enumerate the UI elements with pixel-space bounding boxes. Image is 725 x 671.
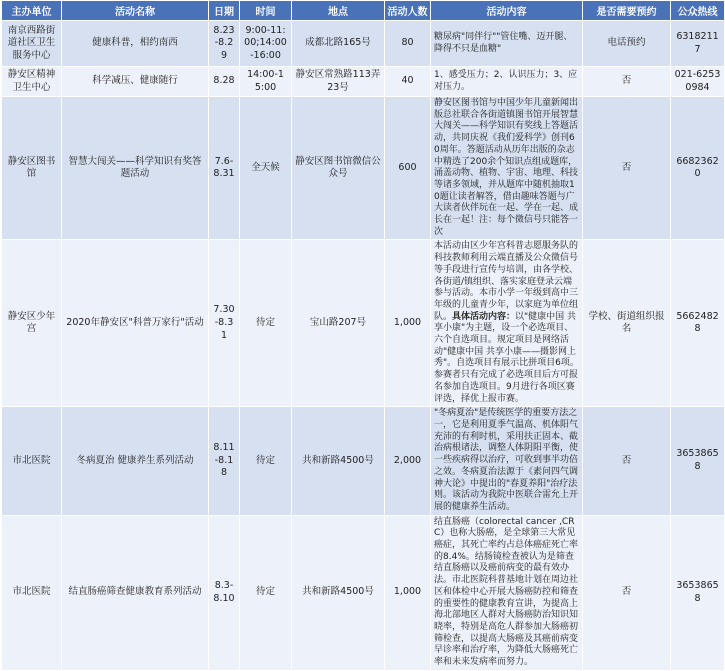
cell-place: 共和新路4500号 [292,515,385,670]
cell-org: 市北医院 [2,407,62,515]
header-content: 活动内容 [431,1,583,21]
cell-people: 1,000 [385,240,431,407]
cell-org: 静安区图书馆 [2,97,62,240]
cell-reserve: 电话预约 [583,21,671,67]
cell-reserve: 否 [583,97,671,240]
cell-hotline: 56624828 [671,240,725,407]
content-bold-label: 具体活动内容： [452,311,516,322]
cell-place: 共和新路4500号 [292,407,385,515]
cell-name: 科学减压、健康随行 [62,67,209,97]
cell-place: 成都北路165号 [292,21,385,67]
cell-reserve: 否 [583,407,671,515]
cell-place: 宝山路207号 [292,240,385,407]
cell-people: 80 [385,21,431,67]
header-time: 时间 [240,1,292,21]
cell-content [431,240,583,407]
cell-hotline: 36538658 [671,515,725,670]
activities-table [1,0,725,671]
cell-time: 待定 [240,515,292,670]
cell-time: 待定 [240,240,292,407]
header-reserve: 是否需要预约 [583,1,671,21]
cell-time: 14:00-15:00 [240,67,292,97]
cell-name: 智慧大闯关——科学知识有奖答题活动 [62,97,209,240]
cell-org: 静安区少年宫 [2,240,62,407]
header-place: 地点 [292,1,385,21]
content-tail: 以"健康中国 共享小康"为主题，设一个必选项目、六个自选项目。规定项目是网络活动"健康中国 共享小康——摄影网上秀"。自选项目有展示比拼项目6项。参赛者只有完成了必选项目后方可报名参加自选项目。9月进行各项区赛评选，择优上报市赛。 [434,311,579,404]
cell-reserve: 否 [583,515,671,670]
cell-time: 全天候 [240,97,292,240]
cell-org: 市北医院 [2,515,62,670]
cell-hotline: 36538658 [671,407,725,515]
table-row [2,21,725,67]
table-row [2,97,725,240]
cell-people: 600 [385,97,431,240]
table-row [2,515,725,670]
table-row [2,240,725,407]
cell-people: 2,000 [385,407,431,515]
cell-name: 结直肠癌筛查健康教育系列活动 [62,515,209,670]
cell-content: 1、感受压力；2、认识压力；3、应对压力。 [431,67,583,97]
header-people: 活动人数 [385,1,431,21]
cell-content: "冬病夏治"是传统医学的重要方法之一，它是利用夏季气温高、机体阳气充沛的有利时机，采用扶正固本、截治病根诸法，调整人体阴阳平衡，使一些疾病得以治疗，可收到事半功倍之效。冬病夏治法源于《素问四气调神大论》中提出的"春夏养阳"治疗法则。该活动为我院中医联合雷允上开展的健康养生活动。 [431,407,583,515]
cell-date: 8.11-8.18 [209,407,240,515]
cell-people: 1,000 [385,515,431,670]
cell-org: 南京西路街道社区卫生服务中心 [2,21,62,67]
cell-name: 健康科普，相约南西 [62,21,209,67]
header-org: 主办单位 [2,1,62,21]
header-hotline: 公众热线 [671,1,725,21]
cell-date: 8.23-8.29 [209,21,240,67]
cell-time: 9:00-11:00;14:00-16:00 [240,21,292,67]
cell-date: 7.30-8.31 [209,240,240,407]
cell-content: 糖尿病"同伴行""管住嘴、迈开腿、降得不只是血糖" [431,21,583,67]
cell-date: 8.28 [209,67,240,97]
cell-date: 7.6-8.31 [209,97,240,240]
cell-name: 2020年静安区"科普万家行"活动 [62,240,209,407]
cell-reserve: 否 [583,67,671,97]
cell-people: 40 [385,67,431,97]
cell-place: 静安区图书馆微信公众号 [292,97,385,240]
cell-name: 冬病夏治 健康养生系列活动 [62,407,209,515]
cell-date: 8.3-8.10 [209,515,240,670]
cell-hotline: 021-62530984 [671,67,725,97]
content-intro: 本活动由区少年宫科普志愿服务队的科技教师利用云端直播及公众微信号等手段进行宣传与培训，由各学校、各街道/镇组织、落实家庭登录云端参与活动。本市小学一年级到高中三年级的儿童青少年，以家庭为单位组队。 [434,241,579,322]
cell-reserve: 学校、街道组织报名 [583,240,671,407]
cell-time: 待定 [240,407,292,515]
cell-content: 结直肠癌（colorectal cancer ,CRC）也称大肠癌，是全球第三大常见癌症，其死亡率约占总体癌症死亡率的8.4%。结肠镜检查被认为是筛查结直肠癌以及癌前病变的最有效办法。市北医院科普基地计划在周边社区和体检中心开展大肠癌防控和筛查的重要性的健康教育宣讲，为提高上海北部地区人群对大肠癌防治知识知晓率，特别是高危人群参加大肠癌初筛检查，以提高大肠癌及其癌前病变早诊率和治疗率，为降低大肠癌死亡率和未来发病率而努力。 [431,515,583,670]
header-name: 活动名称 [62,1,209,21]
table-row [2,407,725,515]
cell-org: 静安区精神卫生中心 [2,67,62,97]
cell-content: 静安区图书馆与中国少年儿童新闻出版总社联合各街道镇图书馆开展智慧大闯关——科学知识有奖线上答题活动，共同庆祝《我们爱科学》创刊60周年。答题活动从历年出版的杂志中精选了200余个知识点组成题库，涌盖动物、植物、宇宙、地理、科技等诸多领域，并从题库中随机抽取10题让读者解答，借由趣味答题与广大读者伙伴玩在一起、学在一起、成长在一起！注：每个微信号只能答一次 [431,97,583,240]
cell-hotline: 66823620 [671,97,725,240]
header-row [2,1,725,21]
cell-place: 静安区常熟路113弄23号 [292,67,385,97]
table-row [2,67,725,97]
header-date: 日期 [209,1,240,21]
cell-hotline: 63182117 [671,21,725,67]
